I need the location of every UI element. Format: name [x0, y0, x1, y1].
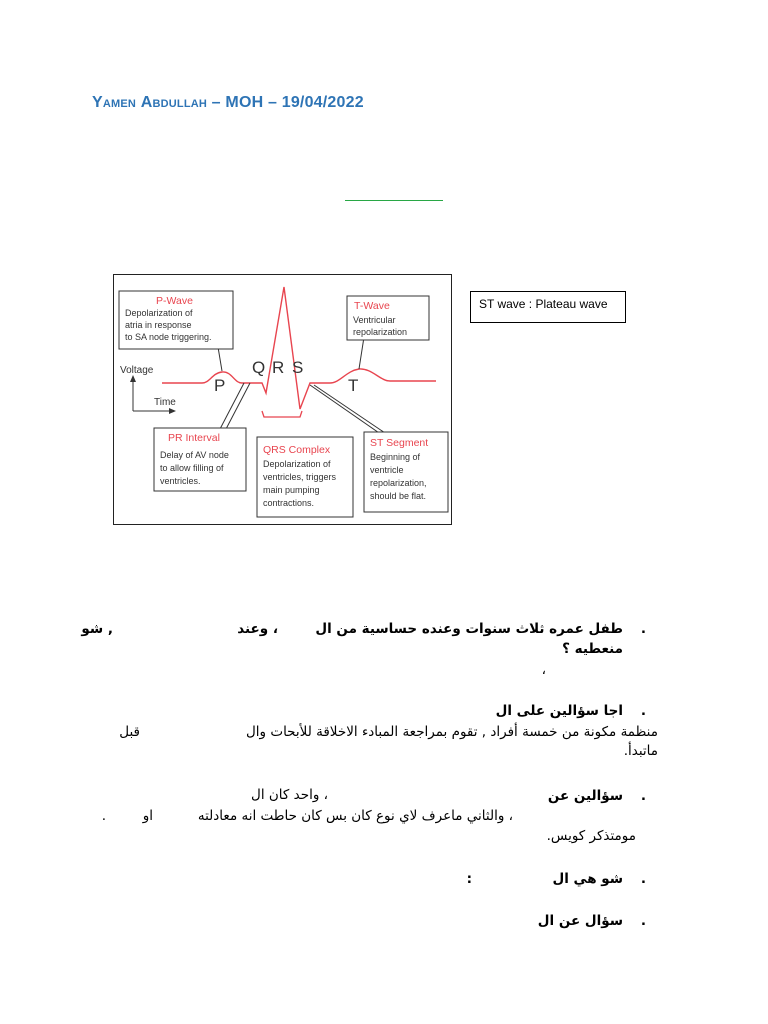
- st-line-4: should be flat.: [370, 491, 427, 501]
- qrs-line-4: contractions.: [263, 498, 315, 508]
- q1-dot: .: [640, 621, 646, 637]
- q5-title: سؤال عن ال: [537, 913, 623, 929]
- ecg-diagram: [113, 274, 452, 525]
- q3-line-2a: ، والثاني ماعرف لاي نوع كان بس كان حاطت انه معادلته: [197, 808, 513, 824]
- pr-title: PR Interval: [168, 432, 220, 444]
- document-header: [92, 94, 364, 112]
- pwave-line-1: Depolarization of: [125, 308, 193, 318]
- q4-dot: .: [640, 871, 646, 887]
- qrs-line-2: ventricles, triggers: [263, 472, 337, 482]
- letter-t: T: [348, 376, 359, 395]
- pr-line-2: to allow filling of: [160, 463, 224, 473]
- q2-line-1b: قبل: [119, 724, 140, 740]
- st-line-2: ventricle: [370, 465, 404, 475]
- q3-dot: .: [640, 788, 646, 804]
- q3-title: سؤالين عن: [547, 788, 623, 804]
- voltage-label: Voltage: [120, 365, 154, 376]
- q3-line-2c: .: [101, 808, 106, 824]
- green-divider: [345, 200, 443, 201]
- q5-dot: .: [640, 913, 646, 929]
- leader-lines: [218, 337, 388, 435]
- qrs-bracket: [262, 411, 302, 417]
- q2-dot: .: [640, 703, 646, 719]
- twave-line-1: Ventricular: [353, 315, 396, 325]
- q2-title: اجا سؤالين على ال: [495, 703, 623, 719]
- st-line-1: Beginning of: [370, 452, 421, 462]
- twave-title: T-Wave: [354, 300, 390, 312]
- q3-line-2b: او: [142, 808, 153, 824]
- time-label: Time: [154, 397, 176, 408]
- header-details: – MOH – 19/04/2022: [207, 94, 364, 111]
- q1-line-1c: , شو: [81, 621, 113, 637]
- pwave-line-3: to SA node triggering.: [125, 332, 212, 342]
- axes: [130, 375, 176, 414]
- pwave-title: P-Wave: [156, 295, 193, 307]
- st-title: ST Segment: [370, 437, 429, 449]
- pwave-line-2: atria in response: [125, 320, 192, 330]
- pr-line-1: Delay of AV node: [160, 450, 229, 460]
- letter-s: S: [292, 358, 304, 377]
- author-last-name: Abdullah: [140, 94, 208, 111]
- twave-line-2: repolarization: [353, 327, 408, 337]
- st-line-3: repolarization,: [370, 478, 427, 488]
- letter-r: R: [272, 358, 285, 377]
- q4-title: شو هي ال: [552, 871, 623, 887]
- st-wave-note: ST wave : Plateau wave: [470, 291, 626, 323]
- letter-q: Q: [252, 358, 266, 377]
- q3-line-3: مومتذكر كويس.: [546, 828, 636, 844]
- q1-line-1a: طفل عمره ثلاث سنوات وعنده حساسية من ال: [315, 621, 623, 637]
- author-first-name: Yamen: [92, 94, 137, 111]
- q2-line-2: ماتبدأ.: [623, 743, 658, 759]
- q3-line-1: ، واحد كان ال: [251, 787, 328, 803]
- qrs-line-1: Depolarization of: [263, 459, 331, 469]
- pr-line-3: ventricles.: [160, 476, 201, 486]
- qrs-line-3: main pumping: [263, 485, 320, 495]
- q1-line-3: ،: [541, 662, 546, 678]
- letter-p: P: [214, 376, 226, 395]
- q2-line-1a: منظمة مكونة من خمسة أفراد , تقوم بمراجعة المبادء الاخلاقة للأبحات وال: [245, 724, 658, 740]
- q4-colon: :: [466, 871, 472, 887]
- q1-line-2: منعطيه ؟: [562, 641, 623, 657]
- qrs-title: QRS Complex: [263, 444, 331, 456]
- q1-line-1b: ، وعند: [237, 621, 278, 637]
